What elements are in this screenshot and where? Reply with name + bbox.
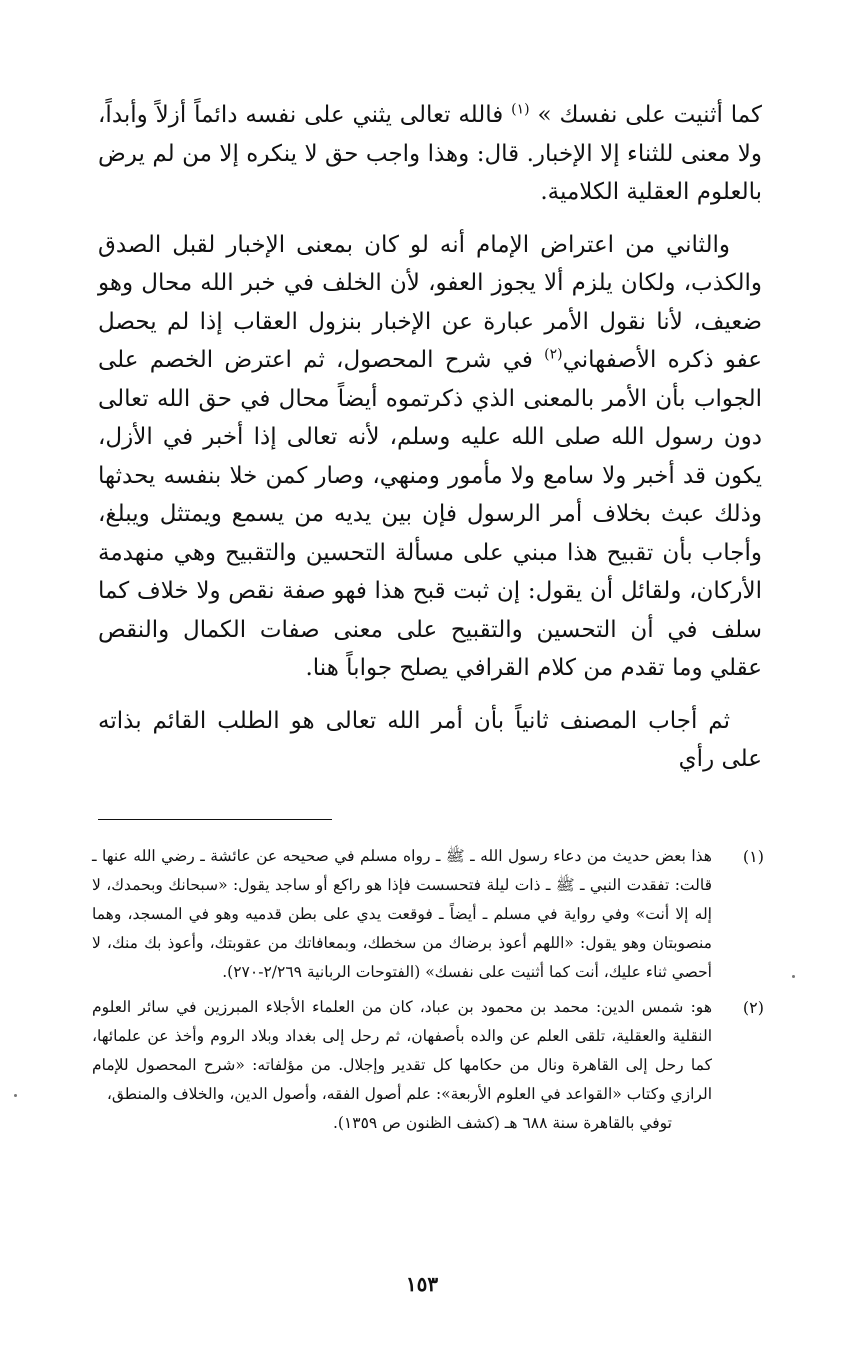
- footnote-death-note: توفي بالقاهرة سنة ٦٨٨ هـ (كشف الظنون ص ١٣٥٩).: [332, 1114, 672, 1132]
- main-text: [98, 96, 762, 779]
- footnote-text: هو: شمس الدين: محمد بن محمود بن عباد، كان من العلماء الأجلاء المبرزين في سائر العلوم النقلية والعقلية، تلقى العلم عن والده بأصفهان، ثم رحل إلى بغداد وبلاد الروم وأخذ عن علمائها، كما رحل إلى القاهرة ونال من حكامها كل تقدير وإجلال. من مؤلفاته: «شرح المحصول للإمام الرازي وكتاب «القواعد في العلوم الأربعة»: علم أصول الفقه، وأصول الدين، والخلاف والمنطق،: [92, 998, 712, 1103]
- footnote: [92, 842, 764, 987]
- paragraph-text: فالله تعالى يثني على نفسه دائماً أزلاً وأبداً، ولا معنى للثناء إلا الإخبار. قال: وهذا واجب حق لا ينكره إلا من لم يرض بالعلوم العقلية الكلامية.: [98, 102, 762, 205]
- footnote: [92, 993, 764, 1138]
- paragraph: [98, 226, 762, 688]
- paragraph: [98, 702, 762, 779]
- paragraph-text: كما أثنيت على نفسك »: [537, 102, 762, 128]
- footnote-text: هذا بعض حديث من دعاء رسول الله ـ ﷺ ـ رواه مسلم في صحيحه عن عائشة ـ رضي الله عنها ـ قالت: تفقدت النبي ـ ﷺ ـ ذات ليلة فتحسست فإذا هو راكع أو ساجد يقول: «سبحانك وبحمدك، لا إله إلا أنت» وفي رواية في مسلم ـ أيضاً ـ فوقعت يدي على بطن قدميه وهو في المسجد، وهما منصوبتان وهو يقول: «اللهم أعوذ برضاك من سخطك، وبمعافاتك من عقوبتك، وأعوذ بك منك، لا أحصي ثناء عليك، أنت كما أثنيت على نفسك» (الفتوحات الربانية ٢/٢٦٩-٢٧٠).: [92, 847, 712, 981]
- paragraph: [98, 96, 762, 212]
- paragraph-text: في شرح المحصول، ثم اعترض الخصم على الجواب بأن الأمر بالمعنى الذي ذكرتموه أيضاً محال في حق الله تعالى دون رسول الله صلى الله عليه وسلم، لأنه تعالى إذا أخبر في الأزل، يكون قد أخبر ولا سامع ولا مأمور ومنهي، وصار كمن خلا بنفسه يحدثها وذلك عبث بخلاف أمر الرسول فإن بين يديه من يسمع ويمتثل ويبلغ، وأجاب بأن تقبيح هذا مبني على مسألة التحسين والتقبيح وهي منهدمة الأركان، ولقائل أن يقول: إن ثبت قبح هذا فهو صفة نقص ولا خلاف كما سلف في أن التحسين والتقبيح على معنى صفات الكمال والنقص عقلي وما تقدم من كلام القرافي يصلح جواباً هنا.: [98, 347, 762, 681]
- footnote-reference: (١): [511, 101, 530, 118]
- scan-speck: [792, 975, 795, 978]
- footnotes: [92, 842, 764, 1144]
- page-number: ١٥٣: [405, 1272, 439, 1296]
- paragraph-text: والثاني من اعتراض الإمام أنه لو كان بمعنى الإخبار لقبل الصدق والكذب، ولكان يلزم ألا يجوز العفو، لأن الخلف في خبر الله محال وهو ضعيف، لأنا نقول الأمر عبارة عن الإخبار بنزول العقاب إذا لم يحصل عفو ذكره الأصفهاني: [98, 231, 762, 373]
- paragraph-text: ثم أجاب المصنف ثانياً بأن أمر الله تعالى هو الطلب القائم بذاته على رأي: [98, 707, 762, 772]
- footnote-number: (٢): [742, 998, 764, 1017]
- footnote-number: (١): [742, 847, 764, 866]
- footnote-separator: [98, 819, 332, 820]
- scan-speck: [14, 1094, 17, 1097]
- footnote-reference: (٢): [544, 346, 563, 363]
